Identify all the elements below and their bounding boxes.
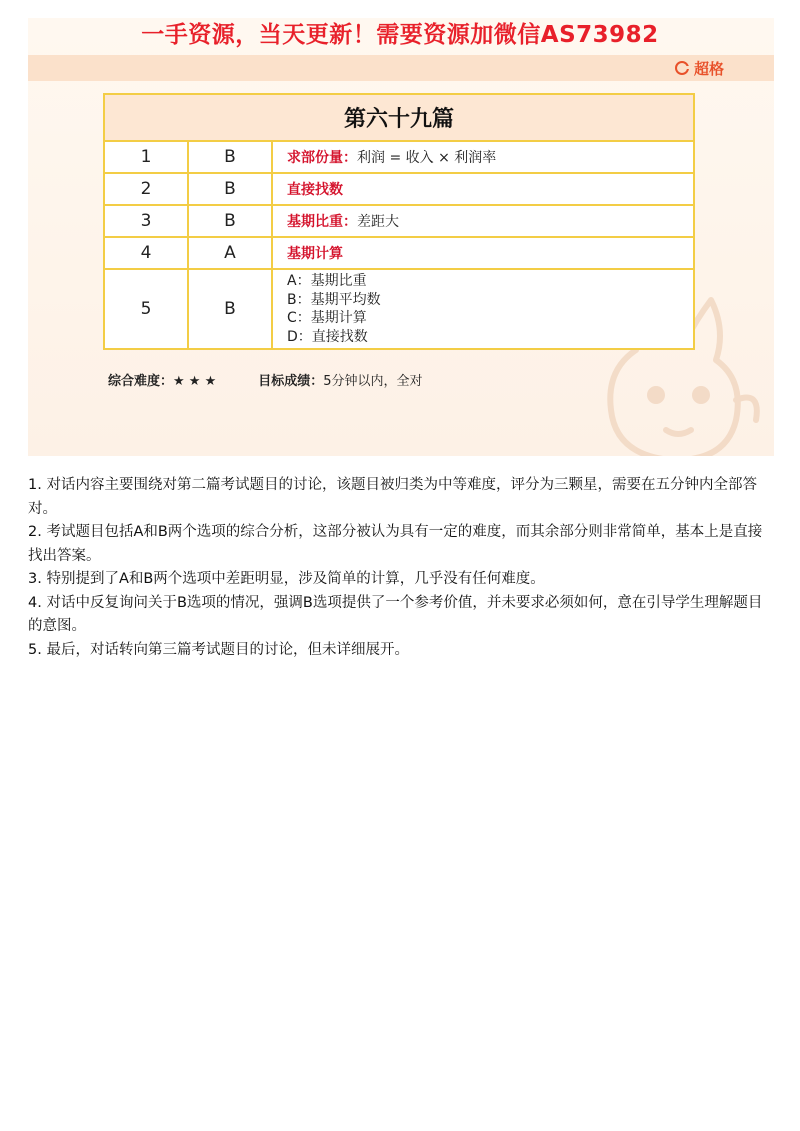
option-item: B：基期平均数: [287, 291, 381, 308]
summary-item: 2. 考试题目包括A和B两个选项的综合分析，这部分被认为具有一定的难度，而其余部分则非常简单，基本上是直接找出答案。: [28, 524, 763, 564]
answer-options: [272, 269, 694, 349]
brand-name: 超格: [693, 59, 724, 78]
summary-item: 5. 最后，对话转向第三篇考试题目的讨论，但未详细展开。: [28, 641, 409, 658]
option-item: D：直接找数: [287, 328, 368, 345]
promo-banner: 一手资源，当天更新！需要资源加微信AS73982: [141, 22, 659, 48]
table-title: 第六十九篇: [104, 94, 694, 141]
difficulty-label: 综合难度：: [108, 374, 174, 389]
answer-letter: B: [188, 269, 272, 349]
table-row: [104, 237, 694, 269]
answer-letter: B: [188, 173, 272, 205]
slide-footer: [108, 370, 423, 389]
answer-note: [272, 205, 694, 237]
question-number: 1: [104, 141, 188, 173]
answer-note: [272, 173, 694, 205]
slide-header-bar: [28, 55, 774, 81]
answer-letter: A: [188, 237, 272, 269]
answer-slide: [28, 18, 774, 456]
summary-item: 1. 对话内容主要围绕对第二篇考试题目的讨论，该题目被归类为中等难度，评分为三颗星，需要在五分钟内全部答对。: [28, 477, 757, 517]
answer-letter: B: [188, 141, 272, 173]
note-text: 利润 = 收入 × 利润率: [357, 150, 497, 166]
note-tag: 基期计算: [287, 246, 343, 262]
summary-item: 3. 特别提到了A和B两个选项中差距明显，涉及简单的计算，几乎没有任何难度。: [28, 571, 545, 587]
target-label: 目标成绩：: [258, 374, 324, 389]
note-text: 差距大: [357, 214, 399, 230]
answer-note: [272, 237, 694, 269]
target-info: [258, 370, 422, 389]
summary-list: [28, 474, 774, 662]
target-value: 5分钟以内，全对: [323, 374, 423, 389]
option-item: A：基期比重: [287, 273, 367, 289]
table-row: [104, 141, 694, 173]
difficulty-stars: ★ ★ ★: [173, 374, 217, 389]
table-row: [104, 269, 694, 349]
question-number: 3: [104, 205, 188, 237]
option-item: C：基期计算: [287, 310, 367, 326]
table-row: [104, 173, 694, 205]
note-tag: 求部份量：: [287, 150, 357, 166]
question-number: 4: [104, 237, 188, 269]
difficulty-info: [108, 370, 216, 389]
answer-letter: B: [188, 205, 272, 237]
summary-item: 4. 对话中反复询问关于B选项的情况，强调B选项提供了一个参考价值，并未要求必须如何，意在引导学生理解题目的意图。: [28, 594, 763, 634]
answer-note: [272, 141, 694, 173]
note-tag: 直接找数: [287, 182, 343, 198]
question-number: 2: [104, 173, 188, 205]
table-row: [104, 205, 694, 237]
answer-table: [103, 93, 695, 350]
note-tag: 基期比重：: [287, 214, 357, 230]
question-number: 5: [104, 269, 188, 349]
brand-g-icon: [675, 61, 689, 75]
brand-logo: [675, 56, 724, 80]
